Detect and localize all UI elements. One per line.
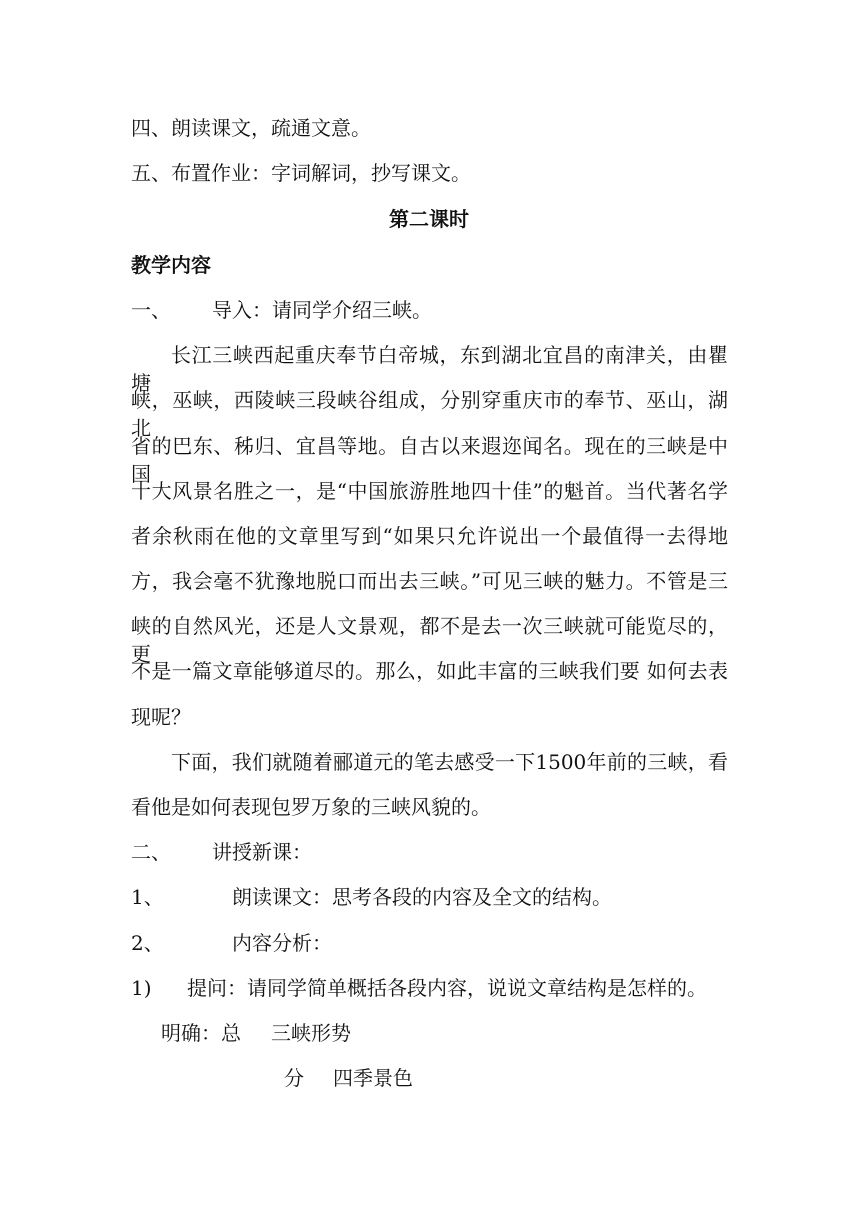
intro-line-6: 方，我会毫不犹豫地脱口而出去三峡。”可见三峡的魅力。不管是三 — [131, 569, 728, 593]
sub-item-1-text: 朗读课文：思考各段的内容及全文的结构。 — [232, 885, 612, 909]
step-5-text: 五、布置作业：字词解词，抄写课文。 — [131, 161, 471, 185]
question-1-number: 1) — [131, 976, 152, 1000]
intro-line-8: 不是一篇文章能够道尽的。那么，如此丰富的三峡我们要 如何去表 — [131, 659, 728, 683]
intro-line-1: 长江三峡西起重庆奉节白帝城，东到湖北宜昌的南津关，由瞿塘 — [131, 343, 728, 395]
intro-line-5: 者余秋雨在他的文章里写到“如果只允许说出一个最值得一去得地 — [131, 524, 728, 548]
lesson-title: 第二课时 — [389, 207, 469, 231]
intro-line-9: 现呢？ — [131, 705, 191, 729]
answer-key-2: 分 — [284, 1066, 304, 1090]
intro-line-7: 峡的自然风光，还是人文景观，都不是去一次三峡就可能览尽的，更 — [131, 614, 728, 666]
answer-label: 明确：总 — [161, 1021, 241, 1045]
item-2-number: 二、 — [131, 840, 171, 864]
sub-item-2-text: 内容分析： — [232, 931, 332, 955]
sub-item-1-number: 1、 — [131, 885, 164, 909]
intro-line-4: 十大风景名胜之一，是“中国旅游胜地四十佳”的魁首。当代著名学 — [131, 479, 728, 503]
follow-line-1: 下面，我们就随着郦道元的笔去感受一下1500年前的三峡，看 — [171, 750, 728, 774]
item-1-text: 导入：请同学介绍三峡。 — [212, 298, 432, 322]
sub-item-2-number: 2、 — [131, 931, 164, 955]
intro-line-3: 省的巴东、秭归、宜昌等地。自古以来遐迩闻名。现在的三峡是中国 — [131, 434, 728, 486]
intro-line-2: 峡，巫峡，西陵峡三段峡谷组成，分别穿重庆市的奉节、巫山，湖北 — [131, 388, 728, 440]
item-1-number: 一、 — [131, 298, 171, 322]
answer-part-2: 四季景色 — [333, 1066, 413, 1090]
follow-line-2: 看他是如何表现包罗万象的三峡风貌的。 — [131, 795, 491, 819]
question-1-text: 提问：请同学简单概括各段内容，说说文章结构是怎样的。 — [187, 976, 707, 1000]
step-4-text: 四、朗读课文，疏通文意。 — [131, 116, 371, 140]
answer-part-1: 三峡形势 — [271, 1021, 351, 1045]
item-2-text: 讲授新课： — [212, 840, 312, 864]
section-heading: 教学内容 — [131, 253, 211, 277]
